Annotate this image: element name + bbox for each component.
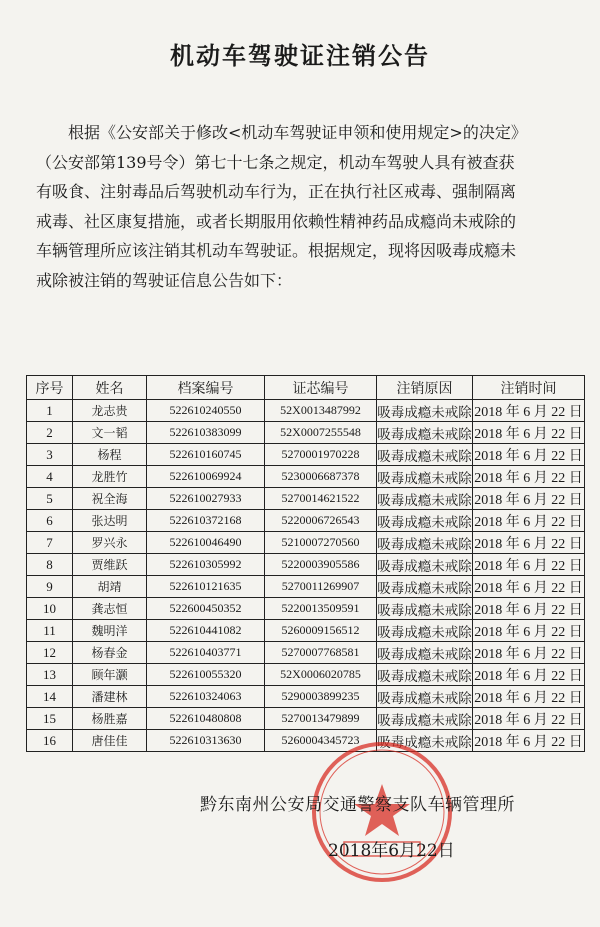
cell-serial: 2 (27, 422, 73, 444)
cell-file-number: 522610069924 (147, 466, 265, 488)
cell-reason: 吸毒成瘾未戒除 (377, 422, 473, 444)
cell-reason: 吸毒成瘾未戒除 (377, 488, 473, 510)
cell-serial: 13 (27, 664, 73, 686)
cell-chip-number: 5220003905586 (265, 554, 377, 576)
table-row (27, 642, 585, 664)
issue-date: 2018年6月22日 (328, 841, 455, 861)
cell-name: 杨胜嘉 (73, 708, 147, 730)
table-row (27, 422, 585, 444)
cell-chip-number: 5290003899235 (265, 686, 377, 708)
cell-serial: 4 (27, 466, 73, 488)
cell-date: 2018 年 6 月 22 日 (473, 642, 585, 664)
cell-file-number: 522610480808 (147, 708, 265, 730)
cell-name: 胡靖 (73, 576, 147, 598)
cell-chip-number: 5270001970228 (265, 444, 377, 466)
cell-chip-number: 52X0006020785 (265, 664, 377, 686)
cell-name: 文一韬 (73, 422, 147, 444)
cell-name: 杨程 (73, 444, 147, 466)
cell-date: 2018 年 6 月 22 日 (473, 554, 585, 576)
cell-serial: 8 (27, 554, 73, 576)
cell-reason: 吸毒成瘾未戒除 (377, 554, 473, 576)
cell-date: 2018 年 6 月 22 日 (473, 466, 585, 488)
header-chip-number: 证芯编号 (265, 376, 377, 400)
cell-file-number: 522610055320 (147, 664, 265, 686)
cell-file-number: 522610372168 (147, 510, 265, 532)
header-file-number: 档案编号 (147, 376, 265, 400)
cell-serial: 3 (27, 444, 73, 466)
table-row (27, 510, 585, 532)
cell-chip-number: 52X0007255548 (265, 422, 377, 444)
cell-name: 祝全海 (73, 488, 147, 510)
cell-date: 2018 年 6 月 22 日 (473, 708, 585, 730)
cell-serial: 15 (27, 708, 73, 730)
cell-name: 贾维跃 (73, 554, 147, 576)
cell-reason: 吸毒成瘾未戒除 (377, 730, 473, 752)
cell-reason: 吸毒成瘾未戒除 (377, 620, 473, 642)
cell-name: 杨春金 (73, 642, 147, 664)
cell-name: 潘建林 (73, 686, 147, 708)
cell-date: 2018 年 6 月 22 日 (473, 488, 585, 510)
cell-name: 龙志贵 (73, 400, 147, 422)
cell-file-number: 522610403771 (147, 642, 265, 664)
header-name: 姓名 (73, 376, 147, 400)
cell-serial: 11 (27, 620, 73, 642)
cell-reason: 吸毒成瘾未戒除 (377, 400, 473, 422)
cell-chip-number: 5260009156512 (265, 620, 377, 642)
table-header-row (27, 376, 585, 400)
cell-file-number: 522610441082 (147, 620, 265, 642)
cell-serial: 1 (27, 400, 73, 422)
paragraph-line: （公安部第139号令）第七十七条之规定，机动车驾驶人具有被查获 (36, 152, 515, 172)
header-reason: 注销原因 (377, 376, 473, 400)
cell-date: 2018 年 6 月 22 日 (473, 730, 585, 752)
cell-reason: 吸毒成瘾未戒除 (377, 598, 473, 620)
cell-date: 2018 年 6 月 22 日 (473, 598, 585, 620)
cell-serial: 7 (27, 532, 73, 554)
cell-name: 龙胜竹 (73, 466, 147, 488)
cell-reason: 吸毒成瘾未戒除 (377, 708, 473, 730)
paragraph-line: 根据《公安部关于修改<机动车驾驶证申领和使用规定>的决定》 (68, 123, 527, 142)
paragraph-line: 戒除被注销的驾驶证信息公告如下： (36, 270, 293, 290)
cell-chip-number: 5270007768581 (265, 642, 377, 664)
header-serial: 序号 (27, 376, 73, 400)
cell-date: 2018 年 6 月 22 日 (473, 664, 585, 686)
cell-name: 魏明洋 (73, 620, 147, 642)
cell-reason: 吸毒成瘾未戒除 (377, 532, 473, 554)
header-date: 注销时间 (473, 376, 585, 400)
paragraph-line: 有吸食、注射毒品后驾驶机动车行为，正在执行社区戒毒、强制隔离 (36, 182, 517, 201)
cell-serial: 10 (27, 598, 73, 620)
table-row (27, 576, 585, 598)
cell-serial: 16 (27, 730, 73, 752)
cell-name: 罗兴永 (73, 532, 147, 554)
table-row (27, 708, 585, 730)
cell-file-number: 522610160745 (147, 444, 265, 466)
cell-file-number: 522610046490 (147, 532, 265, 554)
cell-date: 2018 年 6 月 22 日 (473, 444, 585, 466)
cell-name: 唐佳佳 (73, 730, 147, 752)
notice-paragraph (36, 118, 568, 295)
table-row (27, 444, 585, 466)
table-row (27, 488, 585, 510)
cell-chip-number: 5230006687378 (265, 466, 377, 488)
cell-file-number: 522610027933 (147, 488, 265, 510)
cell-reason: 吸毒成瘾未戒除 (377, 642, 473, 664)
cell-reason: 吸毒成瘾未戒除 (377, 510, 473, 532)
cell-chip-number: 5220006726543 (265, 510, 377, 532)
cell-chip-number: 5270013479899 (265, 708, 377, 730)
table-row (27, 598, 585, 620)
cell-serial: 12 (27, 642, 73, 664)
table-row (27, 554, 585, 576)
paragraph-line: 车辆管理所应该注销其机动车驾驶证。根据规定，现将因吸毒成瘾未 (36, 241, 517, 260)
cell-chip-number: 5260004345723 (265, 730, 377, 752)
cell-serial: 5 (27, 488, 73, 510)
cell-file-number: 522610313630 (147, 730, 265, 752)
cell-file-number: 522610324063 (147, 686, 265, 708)
cell-serial: 14 (27, 686, 73, 708)
paragraph-line: 戒毒、社区康复措施，或者长期服用依赖性精神药品成瘾尚未戒除的 (36, 211, 517, 231)
cell-serial: 9 (27, 576, 73, 598)
cell-name: 张达明 (73, 510, 147, 532)
cell-reason: 吸毒成瘾未戒除 (377, 686, 473, 708)
cell-chip-number: 5270011269907 (265, 576, 377, 598)
cell-reason: 吸毒成瘾未戒除 (377, 576, 473, 598)
cell-date: 2018 年 6 月 22 日 (473, 510, 585, 532)
cell-chip-number: 5210007270560 (265, 532, 377, 554)
table-row (27, 620, 585, 642)
cell-name: 龚志恒 (73, 598, 147, 620)
table-row (27, 466, 585, 488)
cell-date: 2018 年 6 月 22 日 (473, 532, 585, 554)
issuing-authority: 黔东南州公安局交通警察支队车辆管理所 (200, 795, 515, 815)
cell-chip-number: 52X0013487992 (265, 400, 377, 422)
cell-file-number: 522610121635 (147, 576, 265, 598)
cell-date: 2018 年 6 月 22 日 (473, 400, 585, 422)
cell-file-number: 522610383099 (147, 422, 265, 444)
cell-reason: 吸毒成瘾未戒除 (377, 664, 473, 686)
table-row (27, 664, 585, 686)
cell-date: 2018 年 6 月 22 日 (473, 576, 585, 598)
cell-chip-number: 5220013509591 (265, 598, 377, 620)
table-row (27, 730, 585, 752)
cell-date: 2018 年 6 月 22 日 (473, 620, 585, 642)
cell-date: 2018 年 6 月 22 日 (473, 686, 585, 708)
cell-date: 2018 年 6 月 22 日 (473, 422, 585, 444)
document-title: 机动车驾驶证注销公告 (170, 42, 430, 70)
cell-chip-number: 5270014621522 (265, 488, 377, 510)
cell-reason: 吸毒成瘾未戒除 (377, 466, 473, 488)
cell-file-number: 522610305992 (147, 554, 265, 576)
cell-reason: 吸毒成瘾未戒除 (377, 444, 473, 466)
cell-file-number: 522600450352 (147, 598, 265, 620)
table-row (27, 400, 585, 422)
table-row (27, 532, 585, 554)
cell-serial: 6 (27, 510, 73, 532)
cell-file-number: 522610240550 (147, 400, 265, 422)
cell-name: 顾年灏 (73, 664, 147, 686)
revocation-table (26, 375, 585, 752)
table-row (27, 686, 585, 708)
